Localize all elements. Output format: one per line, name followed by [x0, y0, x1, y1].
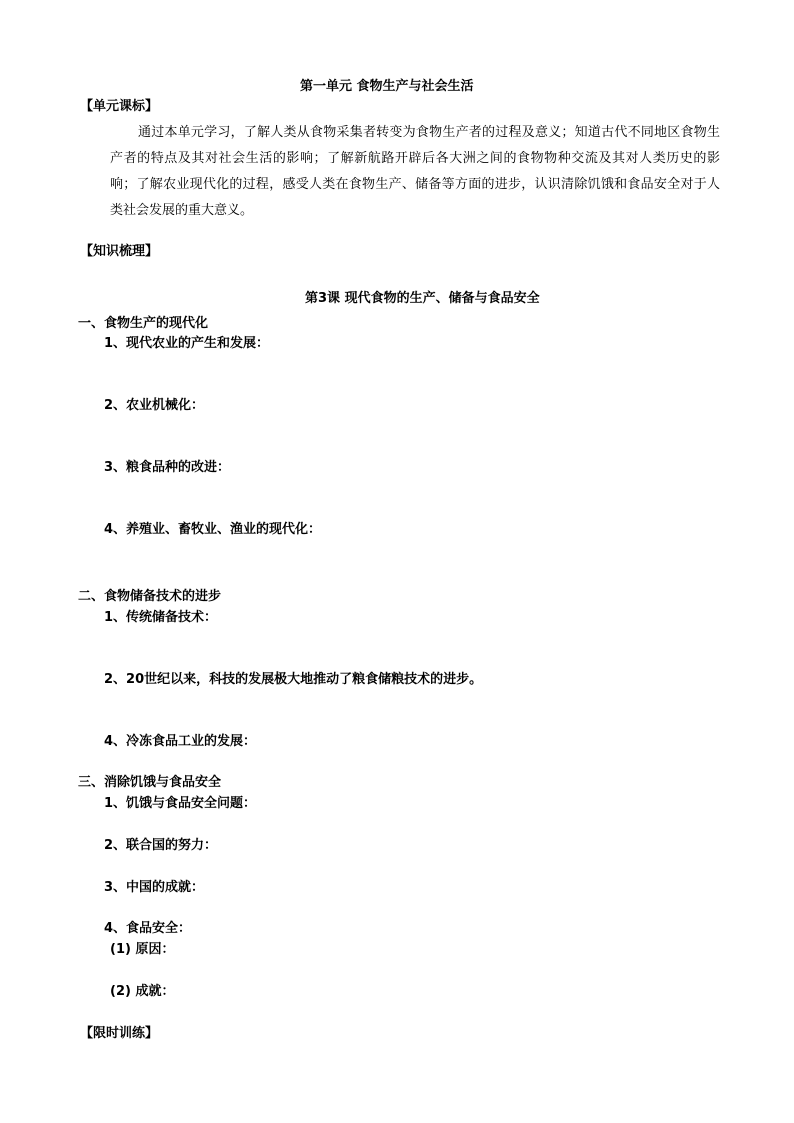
section-title-food-production: 一、食物生产的现代化 [78, 316, 209, 331]
curriculum-header: 【单元课标】 [80, 99, 159, 114]
unit-title: 第一单元 食物生产与社会生活 [300, 79, 474, 94]
list-item: 2、联合国的努力： [104, 838, 218, 853]
section-title-food-storage: 二、食物储备技术的进步 [78, 589, 222, 604]
sub-list-item: (2) 成就： [110, 984, 175, 999]
lesson-title: 第3课 现代食物的生产、储备与食品安全 [305, 291, 540, 306]
sub-list-item: (1) 原因： [110, 942, 175, 957]
section-title-hunger-food-safety: 三、消除饥饿与食品安全 [78, 775, 222, 790]
list-item: 2、20世纪以来，科技的发展极大地推动了粮食储粮技术的进步。 [104, 672, 483, 687]
list-item: 1、饥饿与食品安全问题： [104, 796, 257, 811]
list-item: 3、粮食品种的改进： [104, 460, 231, 475]
list-item: 2、农业机械化： [104, 398, 205, 413]
curriculum-paragraph: 通过本单元学习，了解人类从食物采集者转变为食物生产者的过程及意义；知道古代不同地区食物生产者的特点及其对社会生活的影响；了解新航路开辟后各大洲之间的食物物种交流及其对人类历史的影响；了解农业现代化的过程，感受人类在食物生产、储备等方面的进步，认识清除饥饿和食品安全对于人类社会发展的重大意义。 [110, 125, 720, 218]
list-item: 1、传统储备技术： [104, 610, 218, 625]
practice-header: 【限时训练】 [80, 1026, 159, 1041]
knowledge-header: 【知识梳理】 [80, 244, 159, 259]
list-item: 3、中国的成就： [104, 880, 205, 895]
list-item: 4、冷冻食品工业的发展： [104, 734, 257, 749]
list-item: 4、食品安全： [104, 921, 192, 936]
list-item: 1、现代农业的产生和发展： [104, 336, 270, 351]
list-item: 4、养殖业、畜牧业、渔业的现代化： [104, 522, 322, 537]
